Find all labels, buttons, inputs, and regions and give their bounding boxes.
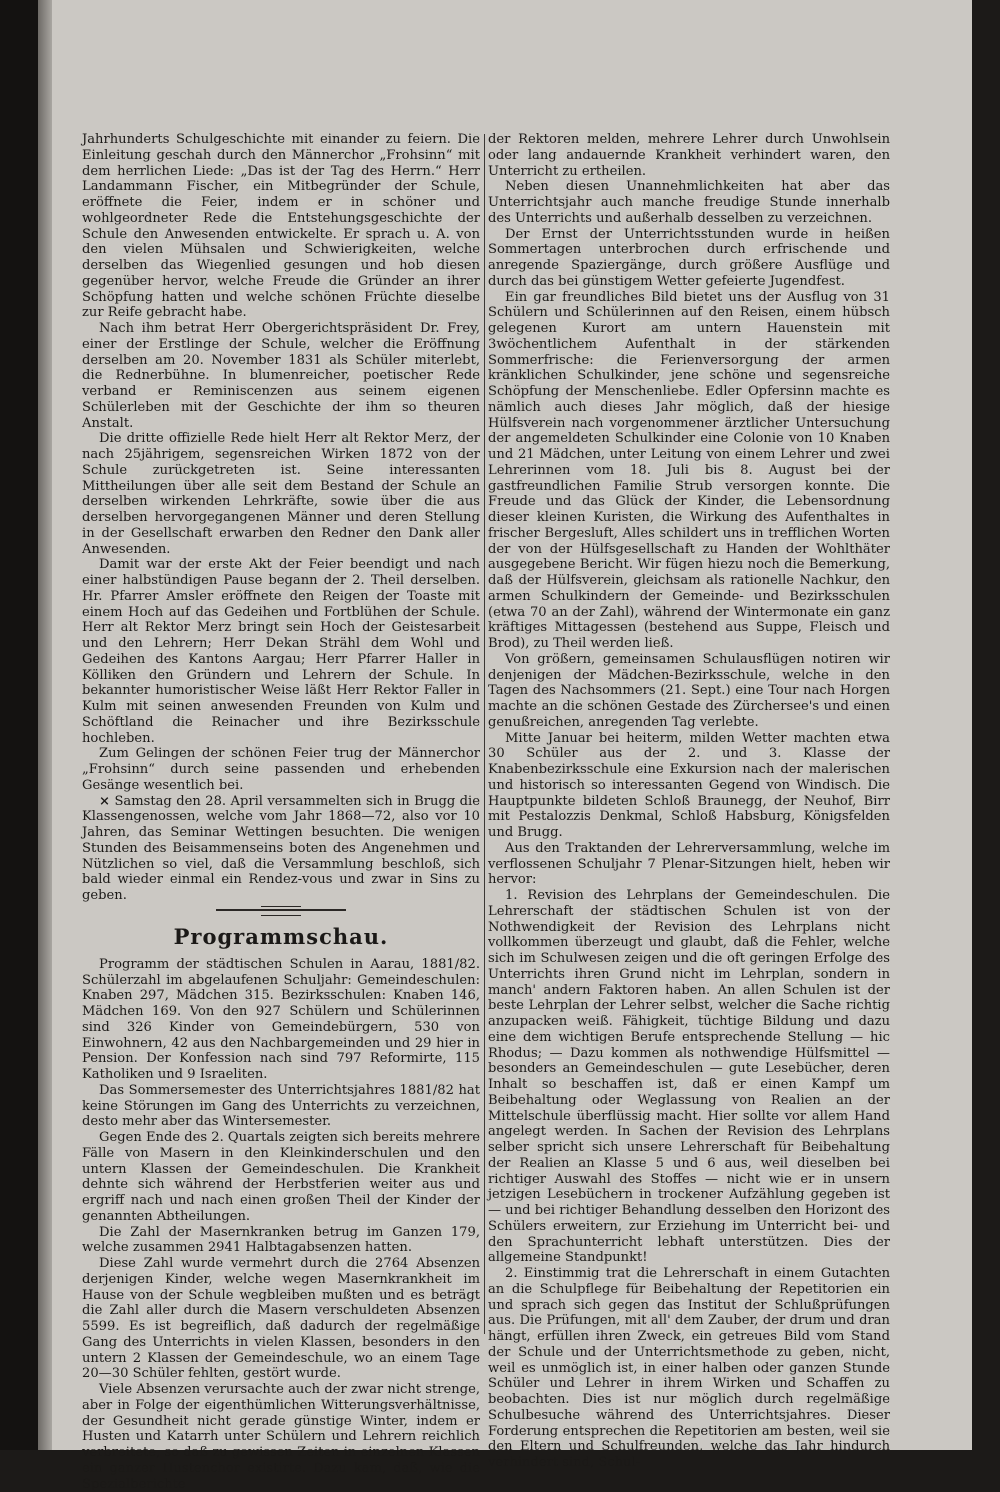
right-column (488, 132, 890, 1471)
paragraph: Ein gar freundliches Bild bietet uns der Ausflug von 31 Schülern und Schülerinnen auf den Reisen, einem hübsch gelegenen Kurort am untern Hauenstein mit 3wöchentlichem Aufenthalt in der stärkenden Sommerfrische: die Ferienversorgung der armen kränklichen Schulkinder, jene schöne und segensreiche Schöpfung der Menschenliebe. Edler Opfersinn machte es nämlich auch dieses Jahr möglich, daß der hiesige Hülfsverein nach vorgenommener ärztlicher Untersuchung der angemeldeten Schulkinder eine Colonie von 10 Knaben und 21 Mädchen, unter Leitung von einem Lehrer und zwei Lehrerinnen vom 18. Juli bis 8. August bei der gastfreundlichen Familie Strub versorgen konnte. Die Freude und das Glück der Kinder, die Lebensordnung dieser kleinen Kuristen, die Wirkung des Aufenthaltes in frischer Bergesluft, Alles schildert uns in trefflichen Worten der von der Hülfsgesellschaft zu Handen der Wohlthäter ausgegebene Bericht. Wir fügen hiezu noch die Bemerkung, daß der Hülfsverein, gleichsam als rationelle Nachkur, den armen Schulkindern der Gemeinde- und Bezirksschulen (etwa 70 an der Zahl), während der Wintermonate ein ganz kräftiges Mittagessen (bestehend aus Suppe, Fleisch und Brod), zu Theil werden ließ. (488, 289, 890, 651)
paragraph: Von größern, gemeinsamen Schulausflügen notiren wir denjenigen der Mädchen-Bezirksschule, welche in den Tagen des Nachsommers (21. Sept.) eine Tour nach Horgen machte an die schönen Gestade des Zürchersee's und einen genußreichen, anregenden Tag verlebte. (488, 651, 890, 730)
section-heading: Programmschau. (173, 923, 389, 949)
paragraph: Die dritte offizielle Rede hielt Herr alt Rektor Merz, der nach 25jährigem, segensreichen Wirken 1872 von der Schule zurückgetreten ist. Seine interessanten Mittheilungen über alle seit dem Bestand der Schule an derselben wirkenden Lehrkräfte, sowie über die aus derselben hervorgegangenen Männer und deren Stellung in der Gesellschaft erwarben den Redner den Dank aller Anwesenden. (82, 431, 480, 557)
paragraph: Zum Gelingen der schönen Feier trug der Männerchor „Frohsinn“ durch seine passenden und erhebenden Gesänge wesentlich bei. (82, 746, 480, 793)
paragraph: der Rektoren melden, mehrere Lehrer durch Unwohlsein oder lang andauernde Krankheit verhindert waren, den Unterricht zu ertheilen. (488, 132, 890, 179)
paragraph: Programm der städtischen Schulen in Aarau, 1881/82. Schülerzahl im abgelaufenen Schuljahr: Gemeindeschulen: Knaben 297, Mädchen 315. Bezirksschulen: Knaben 146, Mädchen 169. Von den 927 Schülern und Schülerinnen sind 326 Kinder von Gemeindebürgern, 530 von Einwohnern, 42 aus den Nachbargemeinden und 29 hier in Pension. Der Konfession nach sind 797 Reformirte, 115 Katholiken und 9 Israeliten. (82, 956, 480, 1082)
paragraph: Das Sommersemester des Unterrichtsjahres 1881/82 hat keine Störungen im Gang des Unterrichts zu verzeichnen, desto mehr aber das Wintersemester. (82, 1082, 480, 1130)
paragraph: Aus den Traktanden der Lehrerversammlung, welche im verflossenen Schuljahr 7 Plenar-Sitzungen hielt, heben wir hervor: (488, 840, 890, 888)
paragraph-samstag (82, 794, 480, 904)
paragraph: Mitte Januar bei heiterm, milden Wetter machten etwa 30 Schüler aus der 2. und 3. Klasse der Knabenbezirksschule eine Exkursion nach der malerischen und historisch so interessanten Gegend von Windisch. Die Hauptpunkte bildeten Schloß Braunegg, der Neuhof, Birr mit Pestalozzis Denkmal, Schloß Habsburg, Königsfelden und Brugg. (488, 730, 890, 840)
cross-mark-icon: × (99, 793, 110, 809)
paragraph: Jahrhunderts Schulgeschichte mit einander zu feiern. Die Einleitung geschah durch den Männerchor „Frohsinn“ mit dem herrlichen Liede: „Das ist der Tag des Herrn.“ Herr Landammann Fischer, ein Mitbegründer der Schule, eröffnete die Feier, indem er in schöner und wohlgeordneter Rede die Entstehungsgeschichte der Schule den Anwesenden entwickelte. Er sprach u. A. von den vielen Mühsalen und Schwierigkeiten, welche derselben das Wiegenlied gesungen und hob diesen gegenüber hervor, welche Freude die Gründer an ihrer Schöpfung hatten und welche schönen Früchte dieselbe zur Reife gebracht habe. (82, 132, 480, 321)
paragraph: 1. Revision des Lehrplans der Gemeindeschulen. Die Lehrerschaft der städtischen Schulen ist von der Nothwendigkeit der Revision des Lehrplans nicht vollkommen überzeugt und glaubt, daß die Fehler, welche sich im Schulwesen zeigen und die oft geringen Erfolge des Unterrichts ihren Grund nicht im Lehrplan, sondern in manch' andern Faktoren haben. An allen Schulen ist der beste Lehrplan der Lehrer selbst, welcher die Sache richtig anzupacken weiß. Fähigkeit, tüchtige Bildung und dazu eine dem wichtigen Berufe entsprechende Stellung — hic Rhodus; — Dazu kommen als nothwendige Hülfsmittel — besonders an Gemeindeschulen — gute Lesebücher, deren Inhalt so beschaffen ist, daß er einen Kampf um Beibehaltung oder Weglassung von Realien an der Mittelschule überflüssig macht. Hier sollte vor allem Hand angelegt werden. In Sachen der Revision des Lehrplans selber spricht sich unsere Lehrerschaft für Beibehaltung der Realien an Klasse 5 und 6 aus, weil dieselben bei richtiger Auswahl des Stoffes — nicht wie er in unsern jetzigen Lesebüchern in trockener Aufzählung gegeben ist — und bei richtiger Behandlung desselben den Horizont des Schülers erweitern, zur Erziehung im Unterricht bei- und den Sprachunterricht lebhaft unterstützen. Dies der allgemeine Standpunkt! (488, 888, 890, 1266)
column-divider (484, 134, 485, 1334)
paragraph: 2. Einstimmig trat die Lehrerschaft in einem Gutachten an die Schulpflege für Beibehaltung der Repetitorien ein und sprach sich gegen das Institut der Schlußprüfungen aus. Die Prüfungen, mit all' dem Zauber, der drum und dran hängt, erfüllen ihren Zweck, ein getreues Bild vom Stand der Schule und der Unterrichtsmethode zu geben, nicht, weil es unmöglich ist, in einer halben oder ganzen Stunde Schüler und Lehrer in ihrem Wirken und Schaffen zu beobachten. Dies ist nur möglich durch regelmäßige Schulbesuche während des Unterrichtsjahres. Dieser Forderung entsprechen die Repetitorien am besten, weil sie den Eltern und Schulfreunden, welche das Jahr hindurch verhindert sind, Schul- (488, 1266, 890, 1470)
section-divider (216, 909, 346, 911)
paragraph-text: Samstag den 28. April versammelten sich in Brugg die Klassengenossen, welche vom Jahr 1868—72, also vor 10 Jahren, das Seminar Wettingen besuchten. Die wenigen Stunden des Beisammenseins boten des Angenehmen und Nützlichen so viel, daß die Versammlung beschloß, sich bald wieder einmal ein Rendez-vous und zwar in Sins zu geben. (82, 793, 480, 903)
paragraph: Viele Absenzen verursachte auch der zwar nicht strenge, aber in Folge der eigenthümlichen Witterungsverhältnisse, der Gesundheit nicht gerade günstige Winter, indem er Husten und Katarrh unter Schülern und Lehrern reichlich verbreitete, so daß zu gewissen Zeiten in einzelnen Klassen ein ganzer Hustenchor existirte. Dazu kam, daß, wie die Spezialberichte (82, 1382, 480, 1492)
paragraph: Der Ernst der Unterrichtsstunden wurde in heißen Sommertagen unterbrochen durch erfrischende und anregende Spaziergänge, durch größere Ausflüge und durch das bei günstigem Wetter gefeierte Jugendfest. (488, 226, 890, 289)
newspaper-page (38, 0, 972, 1492)
scan-background (0, 0, 38, 1450)
paragraph: Gegen Ende des 2. Quartals zeigten sich bereits mehrere Fälle von Masern in den Kleinkinderschulen und den untern Klassen der Gemeindeschulen. Die Krankheit dehnte sich während der Herbstferien weiter aus und ergriff nach und nach einen großen Theil der Kinder der genannten Abtheilungen. (82, 1130, 481, 1224)
paragraph: Neben diesen Unannehmlichkeiten hat aber das Unterrichtsjahr auch manche freudige Stunde innerhalb des Unterrichts und außerhalb desselben zu verzeichnen. (488, 179, 890, 226)
page-spine-shadow (38, 0, 52, 1450)
paragraph: Diese Zahl wurde vermehrt durch die 2764 Absenzen derjenigen Kinder, welche wegen Masernkrankheit im Hause von der Schule wegbleiben mußten und es beträgt die Zahl aller durch die Masern verschuldeten Absenzen 5599. Es ist begreiflich, daß dadurch der regelmäßige Gang des Unterrichts in vielen Klassen, besonders in den untern 2 Klassen der Gemeindeschule, wo an einem Tage 20—30 Schüler fehlten, gestört wurde. (82, 1256, 480, 1382)
left-column (82, 132, 480, 1492)
paragraph: Die Zahl der Masernkranken betrug im Ganzen 179, welche zusammen 2941 Halbtagabsenzen hatten. (82, 1224, 480, 1256)
paragraph: Damit war der erste Akt der Feier beendigt und nach einer halbstündigen Pause begann der 2. Theil derselben. Hr. Pfarrer Amsler eröffnete den Reigen der Toaste mit einem Hoch auf das Gedeihen und Fortblühen der Schule. Herr alt Rektor Merz bringt sein Hoch der Geistesarbeit und den Lehrern; Herr Dekan Strähl dem Wohl und Gedeihen des Kantons Aargau; Herr Pfarrer Haller in Kölliken den Gründern und Lehrern der Schule. In bekannter humoristischer Weise läßt Herr Rektor Faller in Kulm mit seinen anwesenden Freunden von Kulm und Schöftland die Reinacher und ihre Bezirksschule hochleben. (82, 557, 480, 746)
paragraph: Nach ihm betrat Herr Obergerichtspräsident Dr. Frey, einer der Erstlinge der Schule, welcher die Eröffnung derselben am 20. November 1831 als Schüler miterlebt, die Rednerbühne. In blumenreicher, poetischer Rede verband er Reminiscenzen aus seinem eigenen Schülerleben mit der Geschichte der ihm so theuren Anstalt. (82, 321, 480, 431)
